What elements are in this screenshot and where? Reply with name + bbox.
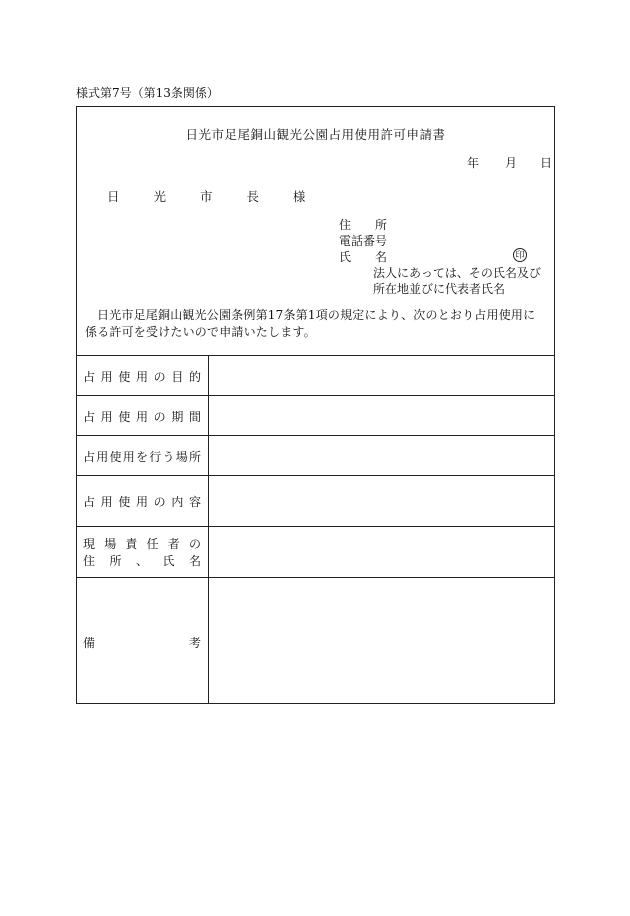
date-month-label: 月: [505, 156, 518, 170]
form-title: 日光市足尾銅山観光公園占用使用許可申請書: [185, 127, 446, 142]
row-label-remarks: 備考: [83, 636, 201, 650]
location-field[interactable]: [209, 436, 555, 475]
corporate-note-line1: 法人にあっては、その氏名及び: [373, 266, 541, 280]
supervisor-field[interactable]: [209, 527, 555, 577]
row-label-supervisor-line2: 住所、氏名: [83, 554, 201, 568]
corporate-note-line2: 所在地並びに代表者氏名: [373, 282, 506, 296]
date-year-label: 年: [467, 156, 480, 170]
content-field[interactable]: [209, 476, 555, 526]
application-statement: 日光市足尾銅山観光公園条例第17条第1項の規定により、次のとおり占用使用に係る許可を受けたいので申請いたします。: [85, 308, 536, 339]
seal-mark: 印: [513, 248, 527, 262]
row-label-location: 占用使用を行う場所: [83, 450, 201, 464]
row-label-content: 占用使用の内容: [83, 495, 201, 509]
remarks-field[interactable]: [209, 578, 555, 703]
row-label-purpose: 占用使用の目的: [83, 370, 201, 384]
application-form: [76, 106, 555, 704]
period-field[interactable]: [209, 396, 555, 435]
row-label-supervisor-line1: 現場責任者の: [83, 537, 201, 551]
addressee: 日 光 市 長 様: [107, 189, 316, 204]
date-day-label: 日: [540, 156, 553, 170]
form-number: 様式第7号（第13条関係）: [76, 86, 219, 100]
applicant-name-label: 氏 名: [339, 250, 388, 264]
row-label-period: 占用使用の期間: [83, 410, 201, 424]
applicant-phone-label: 電話番号: [339, 234, 388, 248]
row-label-supervisor: [83, 536, 201, 570]
applicant-address-label: 住 所: [339, 218, 388, 232]
purpose-field[interactable]: [209, 356, 555, 395]
